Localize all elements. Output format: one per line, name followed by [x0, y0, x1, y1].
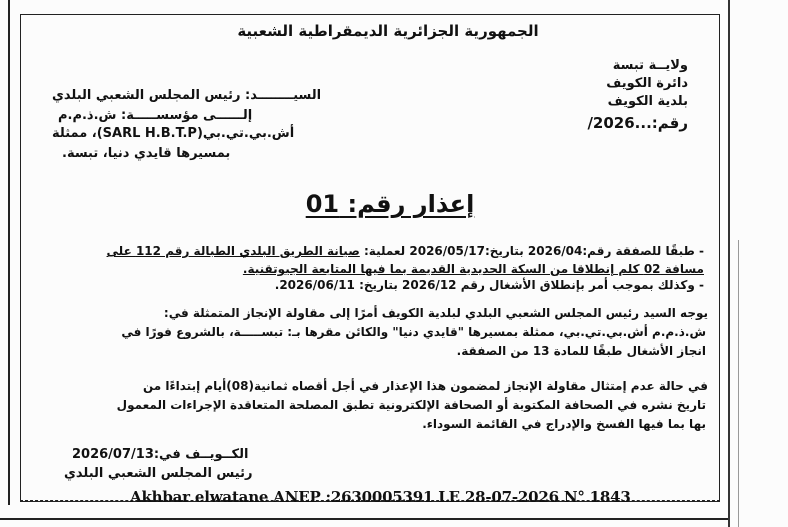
reference-number: رقم:...2026/ [587, 114, 688, 132]
paragraph-2-line-1: يوجه السيد رئيس المجلس الشعبي البلدي لبلدية الكويف أمرًا إلى مقاولة الإنجاز المتمثلة في: [163, 306, 708, 320]
commune-label: بلدية الكويف [607, 94, 688, 109]
page-right-edge-faint [738, 240, 739, 527]
page-right-edge [728, 0, 730, 527]
paragraph-2-line-3: انجاز الأشغال طبقًا للمادة 13 من الصفقة. [456, 344, 706, 358]
paragraph-1-line-2: مسافة 02 كلم إنطلاقا من السكة الحديدية القديمة بما فيها المتابعة الجيوتقنية. [242, 262, 704, 276]
bottom-rule [0, 518, 728, 520]
paragraph-1-line-1 [107, 244, 704, 258]
republic-heading: الجمهورية الجزائرية الديمقراطية الشعبية [237, 22, 539, 40]
project-name: صيانة الطريق البلدي الطبالة رقم 112 على [106, 244, 360, 258]
paragraph-3-line-2: تاريخ نشره في الصحافة المكتوبة أو الصحافة الإلكترونية تطبق المصلحة المتعاقدة الإجراءات المعمول [116, 398, 706, 412]
paragraph-2-line-2: ش.ذ.م.م أش.بي.تي.بي، ممثلة بمسيرها "قايدي دنيا" والكائن مقرها بـ: تبســـــة، بالشروع فورًا في [121, 325, 706, 339]
paragraph-1-line-3: - وكذلك بموجب أمر بإنطلاق الأشغال رقم 2026/12 بتاريخ: 2026/06/11. [274, 278, 704, 292]
addressee-title: السيــــــــد: رئيس المجلس الشعبي البلدي [52, 88, 322, 103]
page-left-edge [8, 0, 10, 505]
signature-place-date: الكــويــف في:2026/07/13 [72, 447, 249, 462]
addressee-company-name: أش.بي.تي.بي(SARL H.B.T.P)، ممثلة [52, 126, 295, 141]
contract-reference: - طبقًا للصفقة رقم:2026/04 بتاريخ:2026/05/17 لعملية: [359, 244, 704, 258]
paragraph-3-line-1: في حالة عدم إمتثال مقاولة الإنجاز لمضمون هذا الإعذار في أجل أقصاه ثمانية(08)أيام إبتداءًا من [142, 379, 708, 393]
daira-label: دائرة الكويف [606, 76, 688, 91]
addressee-representative: بمسيرها قايدي دنيا، تبسة. [62, 146, 231, 161]
wilaya-label: ولايــة تبسة [612, 58, 688, 73]
notice-title: إعذار رقم: 01 [305, 190, 475, 218]
signature-role: رئيس المجلس الشعبي البلدي [64, 466, 253, 481]
addressee-company: إلــــــى مؤسســـــة: ش.ذ.م.م [58, 108, 253, 123]
paragraph-3-line-3: بها بما فيها الفسخ والإدراج في القائمة السوداء. [422, 417, 706, 431]
publication-footer: Akhbar elwatane ANEP :2630005391 LE 28-07-2026 N° 1843 [130, 488, 631, 506]
